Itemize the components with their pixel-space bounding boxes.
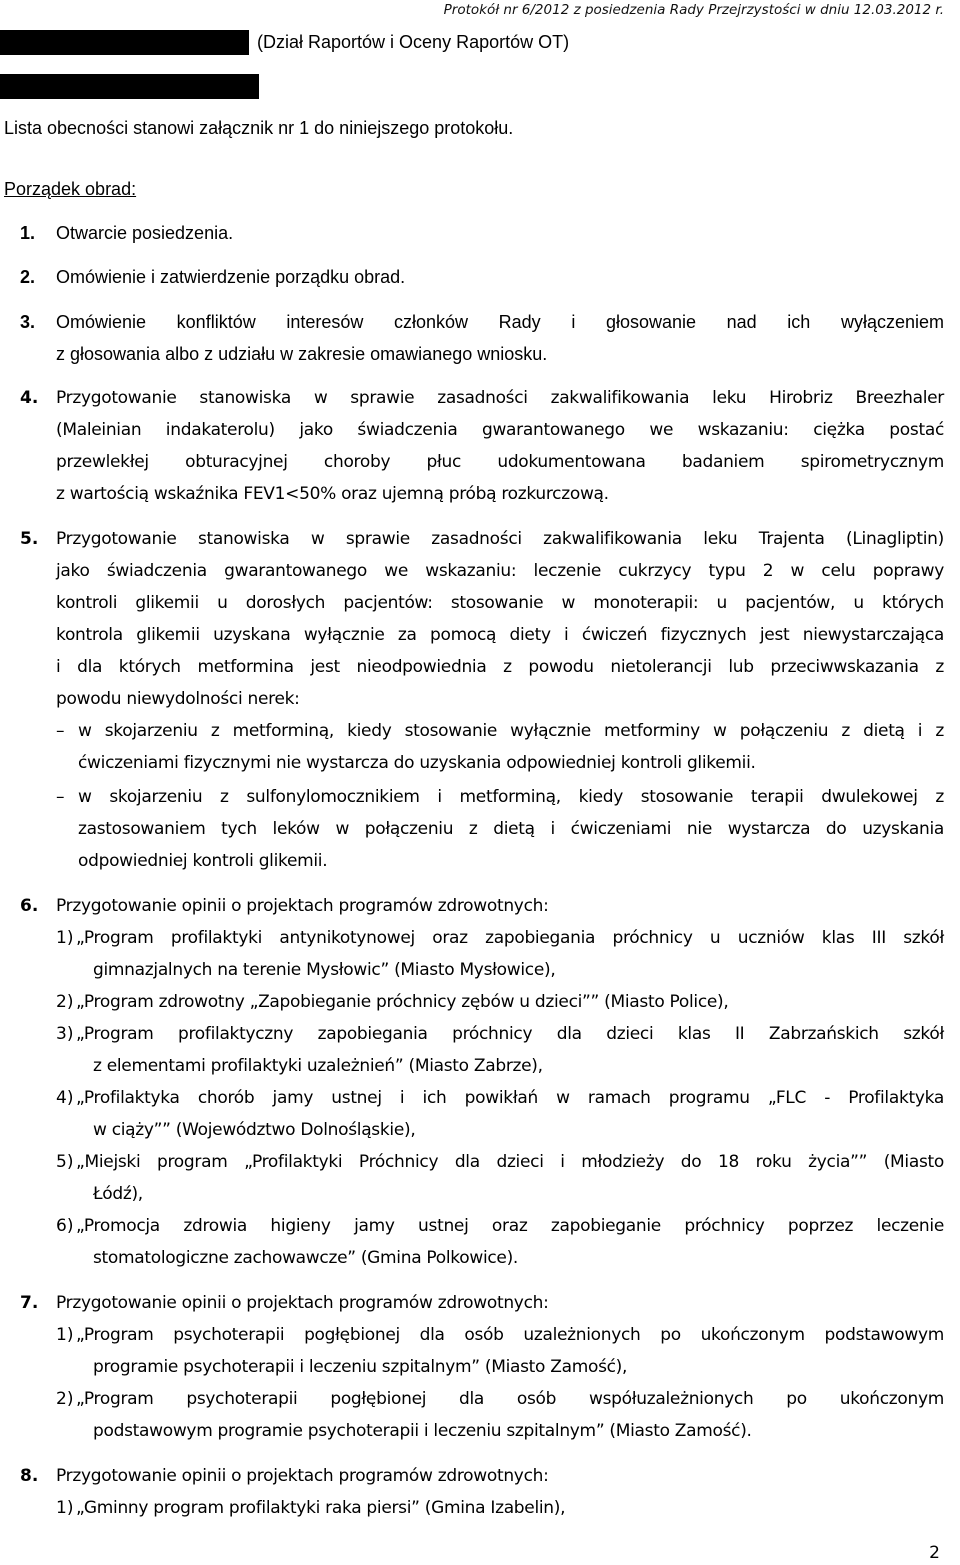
sub-number: 6) (56, 1216, 74, 1236)
sub-number: 1) (56, 1498, 74, 1518)
program-line: gimnazjalnych na terenie Mysłowic” (Miasto Mysłowice), (93, 960, 556, 980)
page-header: Protokół nr 6/2012 z posiedzenia Rady Przejrzystości w dniu 12.03.2012 r. (443, 2, 944, 18)
agenda-item-5-line: kontroli glikemii u dorosłych pacjentów: stosowanie w monoterapii: u pacjentów, u których (56, 593, 944, 613)
program-line: Łódź), (93, 1184, 143, 1204)
agenda-item-5-line: Przygotowanie stanowiska w sprawie zasadności zakwalifikowania leku Trajenta (Linagliptin) (56, 529, 944, 549)
agenda-item-1: Otwarcie posiedzenia. (56, 223, 234, 243)
agenda-item-3-line: Omówienie konfliktów interesów członków Rady i głosowanie nad ich wyłączeniem (56, 312, 944, 332)
item-number: 2. (20, 267, 36, 287)
agenda-item-4-line: Przygotowanie stanowiska w sprawie zasadności zakwalifikowania leku Hirobriz Breezhaler (56, 388, 944, 408)
item-number: 4. (20, 388, 39, 408)
program-line: „Program zdrowotny „Zapobieganie próchnicy zębów u dzieci”” (Miasto Police), (76, 992, 729, 1012)
program-line: programie psychoterapii i leczeniu szpitalnym” (Miasto Zamość), (93, 1357, 628, 1377)
sub-bullet-line: zastosowaniem tych leków w połączeniu z dietą i ćwiczeniami nie wystarcza do uzyskania (78, 819, 944, 839)
item-number: 1. (20, 223, 36, 243)
sub-number: 1) (56, 928, 74, 948)
program-line: „Miejski program „Profilaktyki Próchnicy dla dzieci i młodzieży do 18 roku życia”” (Miasto (76, 1152, 944, 1172)
sub-number: 1) (56, 1325, 74, 1345)
page-number: 2 (929, 1543, 940, 1563)
program-line: „Program psychoterapii pogłębionej dla osób uzależnionych po ukończonym podstawowym (76, 1325, 944, 1345)
program-line: „Profilaktyka chorób jamy ustnej i ich powikłań w ramach programu „FLC - Profilaktyka (76, 1088, 944, 1108)
program-line: w ciąży”” (Województwo Dolnośląskie), (93, 1120, 416, 1140)
agenda-item-6: Przygotowanie opinii o projektach programów zdrowotnych: (56, 896, 549, 916)
agenda-item-4-line: przewlekłej obturacyjnej choroby płuc udokumentowana badaniem spirometrycznym (56, 452, 944, 472)
agenda-item-2: Omówienie i zatwierdzenie porządku obrad. (56, 267, 406, 287)
program-line: „Program profilaktyczny zapobiegania próchnicy dla dzieci klas II Zabrzańskich szkół (76, 1024, 944, 1044)
program-line: „Promocja zdrowia higieny jamy ustnej oraz zapobieganie próchnicy poprzez leczenie (76, 1216, 944, 1236)
sub-number: 3) (56, 1024, 74, 1044)
agenda-item-5-line: kontrola glikemii uzyskana wyłącznie za pomocą diety i ćwiczeń fizycznych jest niewystarczająca (56, 625, 944, 645)
item-number: 3. (20, 312, 36, 332)
redacted-block (0, 74, 259, 99)
sub-number: 2) (56, 992, 74, 1012)
program-line: „Gminny program profilaktyki raka piersi” (Gmina Izabelin), (76, 1498, 566, 1518)
item-number: 8. (20, 1466, 39, 1486)
agenda-item-4-line: z wartością wskaźnika FEV1<50% oraz ujemną próbą rozkurczową. (56, 484, 609, 504)
redacted-block (0, 30, 249, 55)
sub-bullet-line: ćwiczeniami fizycznymi nie wystarcza do uzyskania odpowiedniej kontroli glikemii. (78, 753, 756, 773)
program-line: „Program psychoterapii pogłębionej dla osób współuzależnionych po ukończonym (76, 1389, 944, 1409)
agenda-item-5-line: jako świadczenia gwarantowanego we wskazaniu: leczenie cukrzycy typu 2 w celu poprawy (56, 561, 944, 581)
agenda-item-5-line: i dla których metformina jest nieodpowiednia z powodu nietolerancji lub przeciwwskazania z (56, 657, 944, 677)
agenda-title: Porządek obrad: (4, 179, 137, 199)
agenda-item-7: Przygotowanie opinii o projektach programów zdrowotnych: (56, 1293, 549, 1313)
agenda-item-4-line: (Maleinian indakaterolu) jako świadczenia gwarantowanego we wskazaniu: ciężka postać (56, 420, 944, 440)
program-line: stomatologiczne zachowawcze” (Gmina Polkowice). (93, 1248, 519, 1268)
sub-number: 5) (56, 1152, 74, 1172)
item-number: 7. (20, 1293, 39, 1313)
dash-bullet: – (56, 721, 65, 741)
agenda-item-8: Przygotowanie opinii o projektach programów zdrowotnych: (56, 1466, 549, 1486)
program-line: z elementami profilaktyki uzależnień” (Miasto Zabrze), (93, 1056, 543, 1076)
item-number: 5. (20, 529, 39, 549)
sub-bullet-line: w skojarzeniu z metforminą, kiedy stosowanie wyłącznie metforminy w połączeniu z dietą i z (78, 721, 944, 741)
item-number: 6. (20, 896, 39, 916)
sub-number: 2) (56, 1389, 74, 1409)
program-line: „Program profilaktyki antynikotynowej oraz zapobiegania próchnicy u uczniów klas III szkół (76, 928, 944, 948)
agenda-item-5-line: powodu niewydolności nerek: (56, 689, 300, 709)
sub-number: 4) (56, 1088, 74, 1108)
sub-bullet-line: w skojarzeniu z sulfonylomocznikiem i metforminą, kiedy stosowanie terapii dwulekowej z (78, 787, 944, 807)
attendance-note: Lista obecności stanowi załącznik nr 1 do niniejszego protokołu. (4, 118, 514, 138)
sub-bullet-line: odpowiedniej kontroli glikemii. (78, 851, 328, 871)
dash-bullet: – (56, 787, 65, 807)
program-line: podstawowym programie psychoterapii i leczeniu szpitalnym” (Miasto Zamość). (93, 1421, 752, 1441)
agenda-item-3-line: z głosowania albo z udziału w zakresie omawianego wniosku. (56, 344, 548, 364)
department-label: (Dział Raportów i Oceny Raportów OT) (257, 32, 570, 52)
